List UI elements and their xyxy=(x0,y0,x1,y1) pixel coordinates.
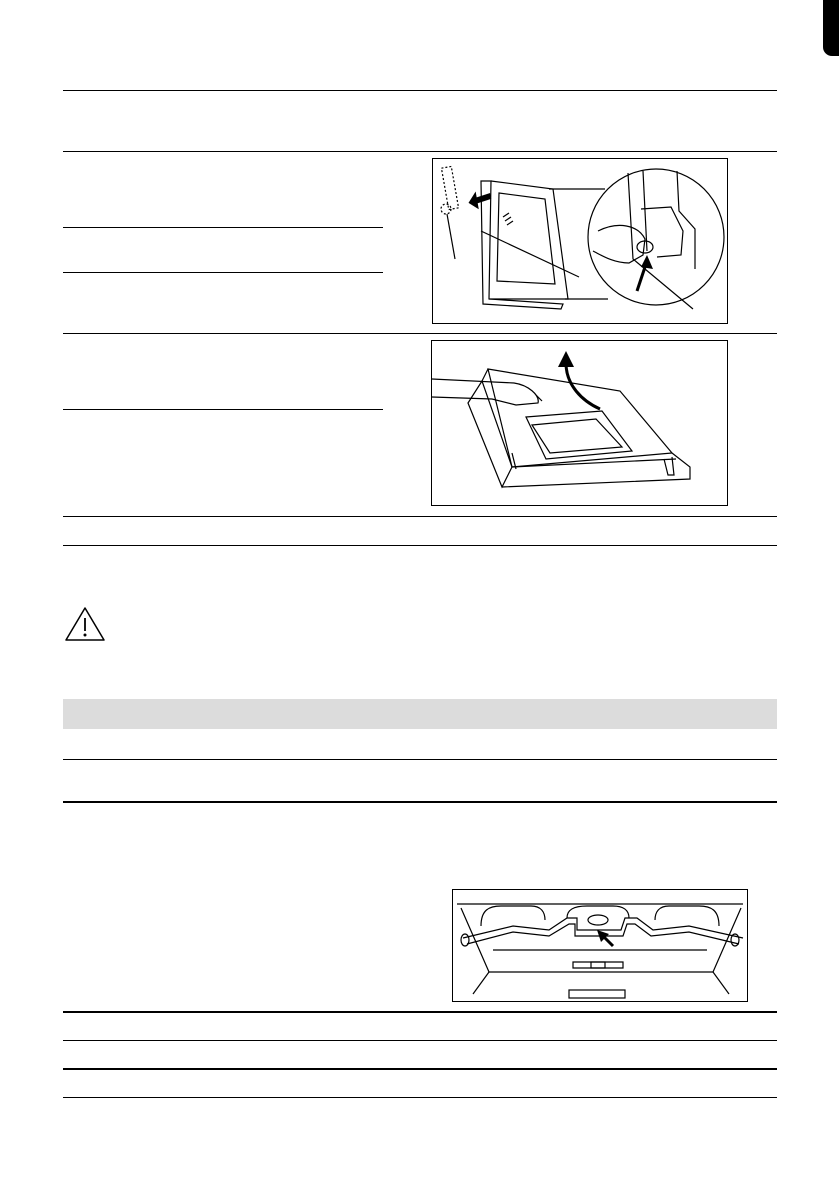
grill-element-figure xyxy=(452,889,748,1002)
rule xyxy=(63,759,777,760)
rule xyxy=(63,1011,777,1013)
page-edge-tab xyxy=(823,0,839,56)
rule xyxy=(63,1068,777,1070)
door-removal-figure xyxy=(432,158,728,324)
rule xyxy=(63,227,383,228)
hand-lifting-door-panel-icon xyxy=(432,341,727,505)
rule xyxy=(63,151,777,152)
rule xyxy=(63,1097,777,1098)
oven-grill-heating-element-icon xyxy=(453,890,747,1001)
rule xyxy=(63,801,777,803)
rule xyxy=(63,90,777,91)
rule xyxy=(63,516,777,517)
rule xyxy=(63,545,777,546)
rule xyxy=(63,272,383,273)
door-glass-figure xyxy=(431,340,728,506)
warning-triangle-icon xyxy=(64,606,106,642)
rule xyxy=(63,1040,777,1041)
door-lift-with-magnifier-icon xyxy=(433,159,727,323)
table-header-row xyxy=(63,699,777,729)
rule xyxy=(63,333,777,334)
rule xyxy=(63,409,383,410)
